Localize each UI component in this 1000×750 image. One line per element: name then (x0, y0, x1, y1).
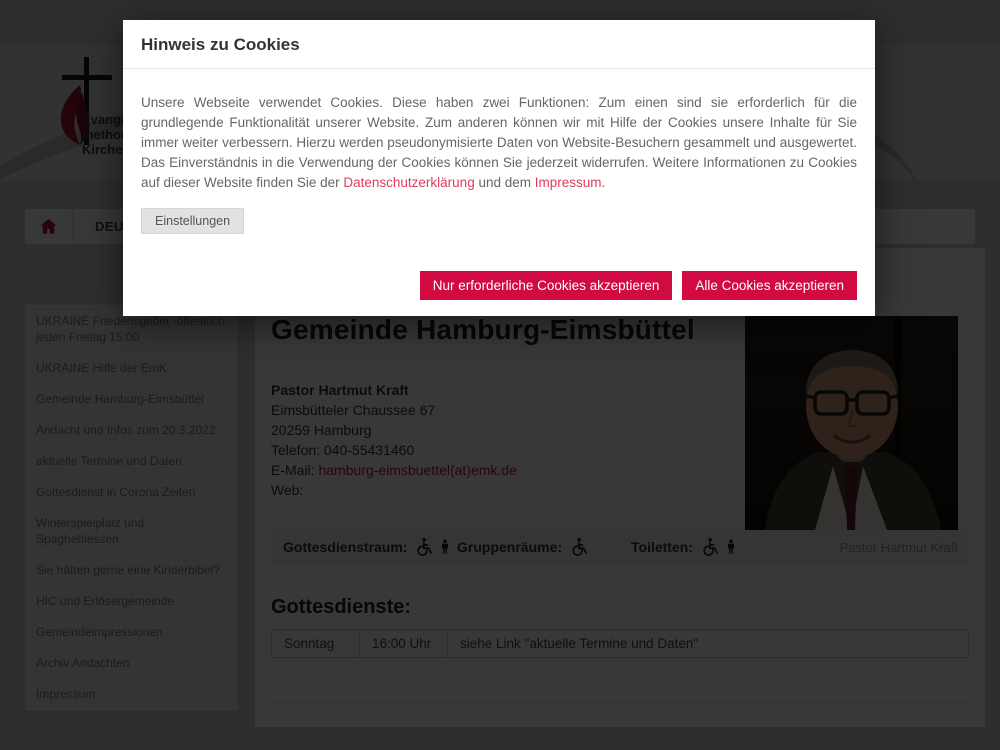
cookie-consent-dialog (123, 20, 875, 316)
cookie-settings-button[interactable]: Einstellungen (141, 208, 244, 234)
impressum-link[interactable]: Impressum (534, 175, 602, 190)
accept-all-cookies-button[interactable]: Alle Cookies akzeptieren (682, 271, 857, 300)
accept-required-cookies-button[interactable]: Nur erforderliche Cookies akzeptieren (420, 271, 673, 300)
modal-footer (420, 271, 857, 300)
modal-title: Hinweis zu Cookies (141, 35, 300, 54)
modal-header (123, 20, 875, 69)
cookie-notice-text (141, 93, 857, 193)
cookie-text: Unsere Webseite verwendet Cookies. Diese haben zwei Funktionen: Zum einen sind sie erforderlich für die grundlegende Funktionalität unserer Website. Zum anderen können wir mit Hilfe der Cookies unsere Inhalte für Sie immer weiter verbessern. Hierzu werden pseudonymisierte Daten von Website-Besuchern gesammelt und ausgewertet. Das Einverständnis in die Verwendung der Cookies können Sie jederzeit widerrufen. Weitere Informationen zu Cookies auf dieser Website finden Sie der (141, 95, 857, 190)
datenschutz-link[interactable]: Datenschutzerklärung (343, 175, 475, 190)
cookie-text: und dem (474, 175, 535, 190)
modal-body (123, 69, 875, 234)
cookie-text: . (601, 175, 606, 190)
